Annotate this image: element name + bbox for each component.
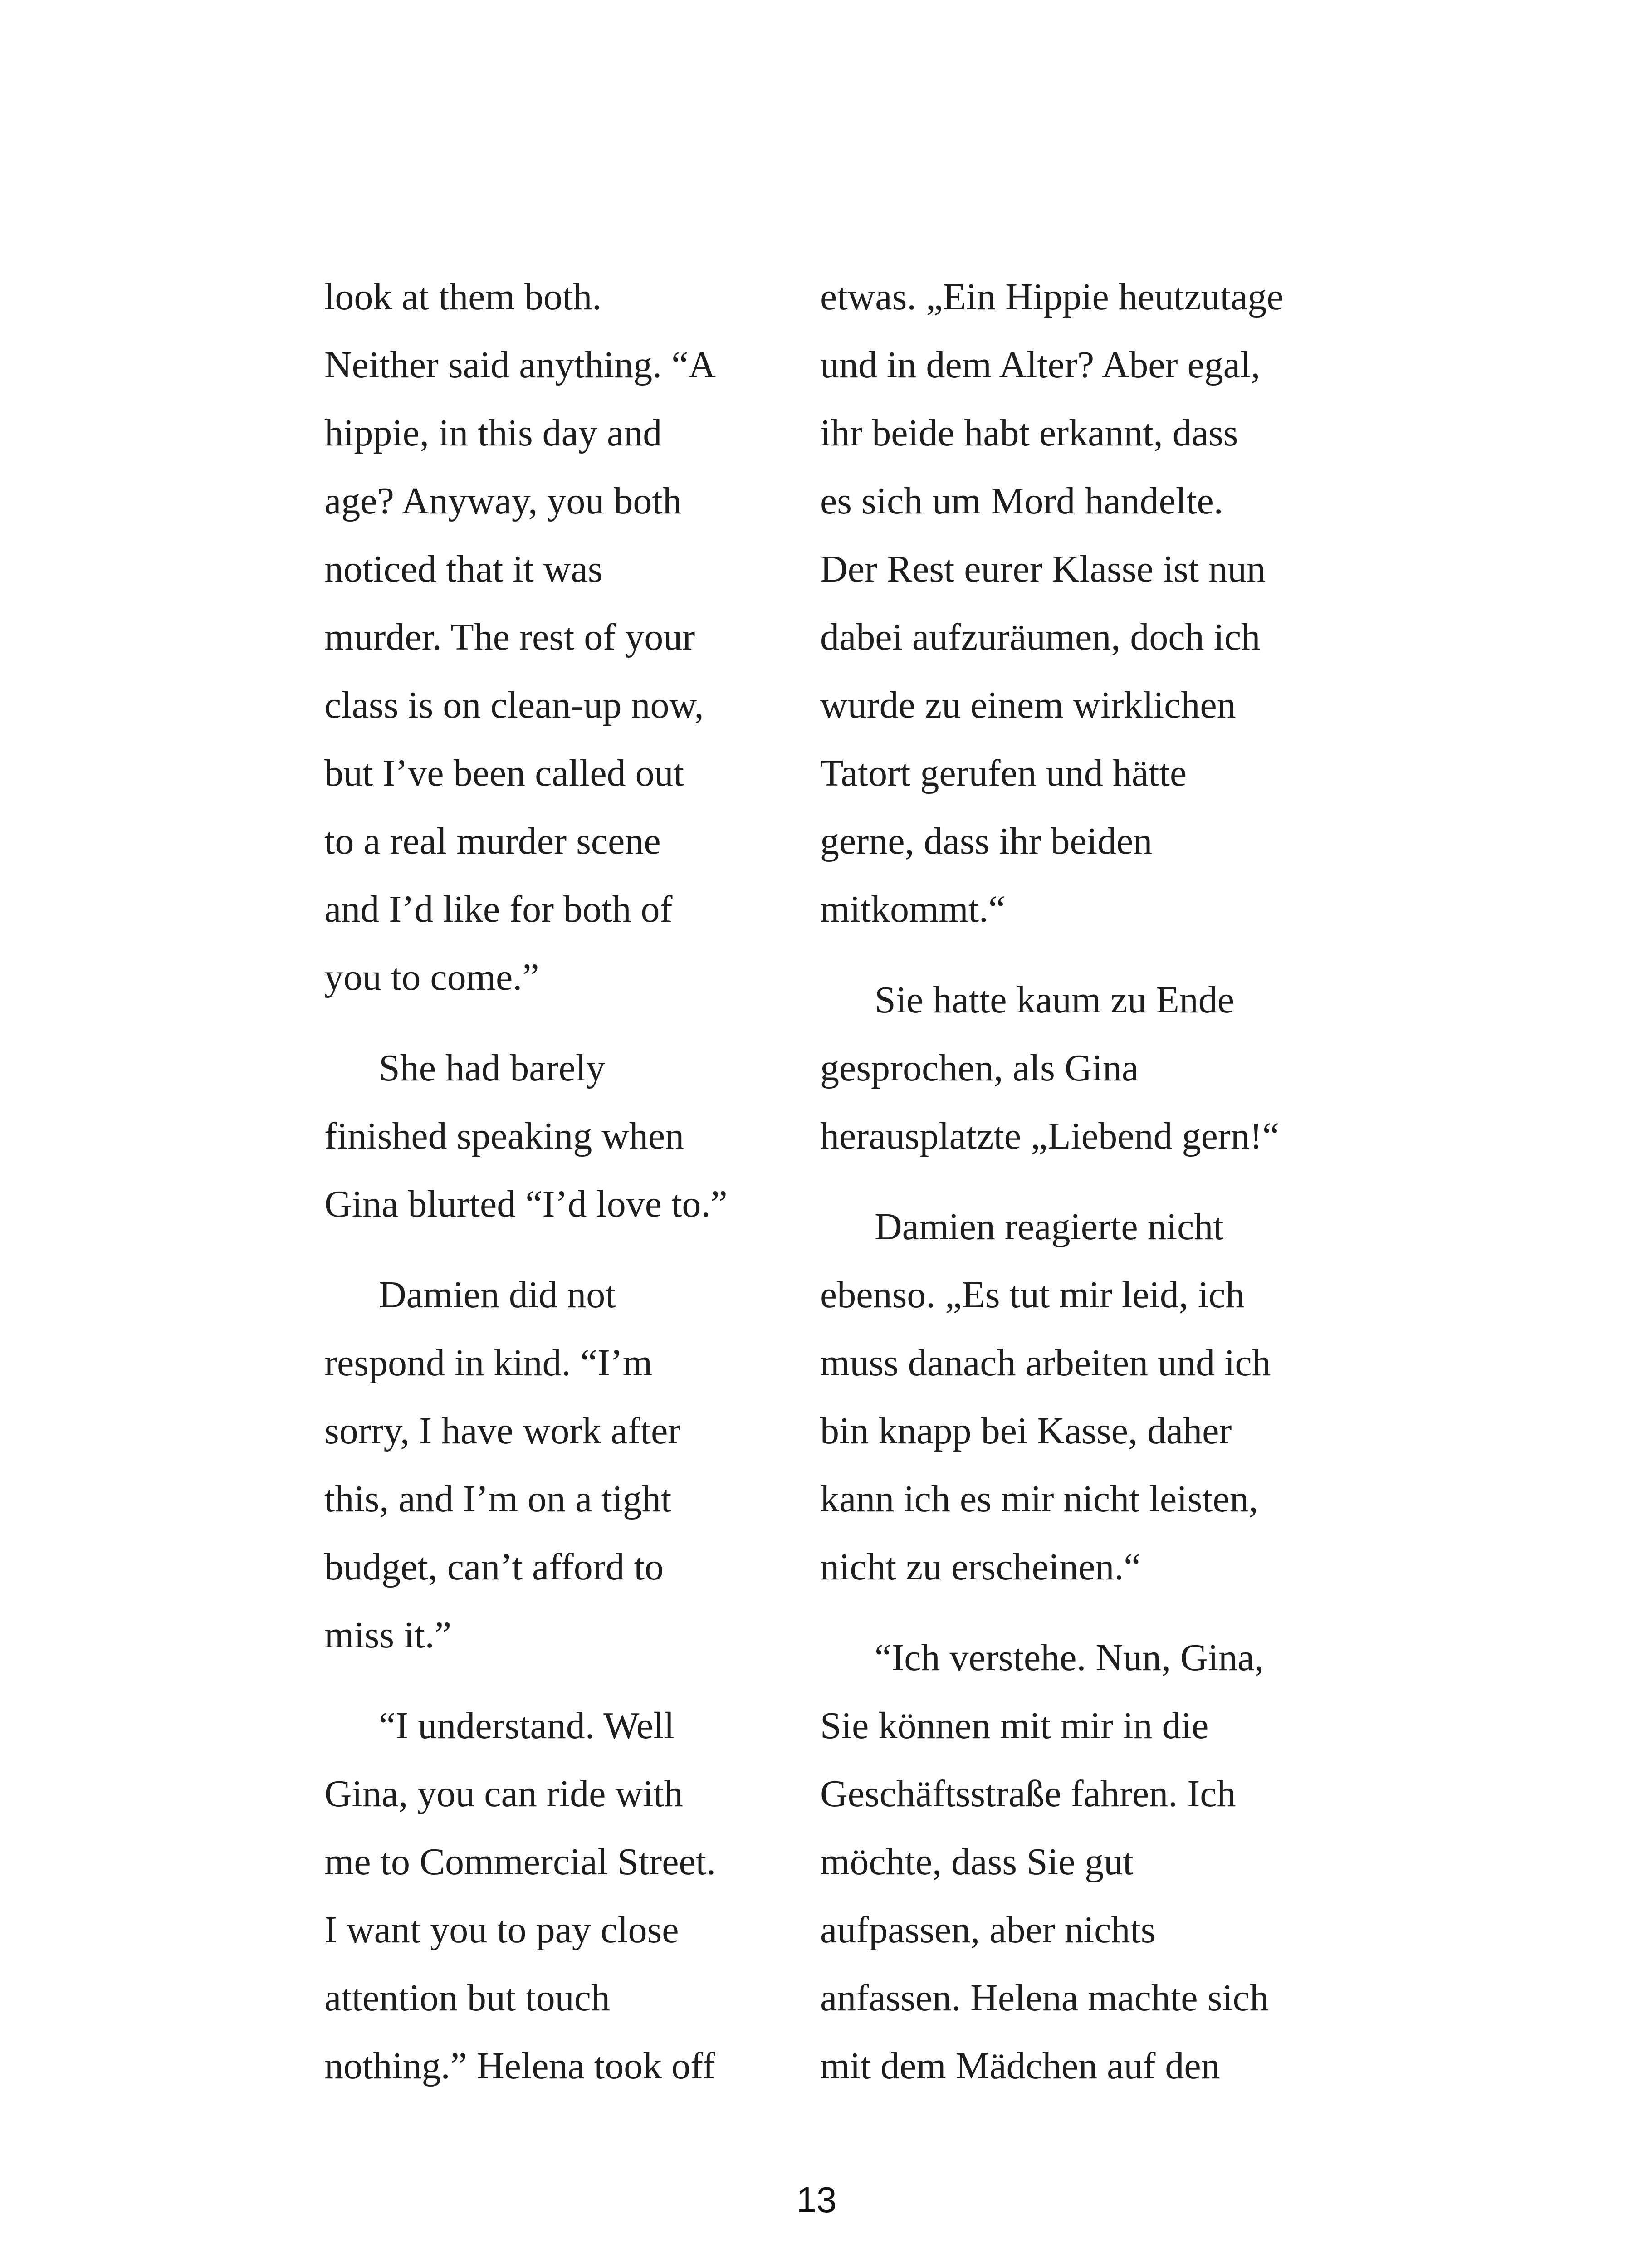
text-line: age? Anyway, you both: [324, 480, 682, 522]
text-line: me to Commercial Street.: [324, 1841, 716, 1883]
text-line: attention but touch: [324, 1977, 610, 2019]
english-text-column: [324, 263, 787, 2123]
text-line: to a real murder scene: [324, 820, 661, 862]
text-line: kann ich es mir nicht leisten,: [820, 1478, 1258, 1520]
paragraph: [324, 263, 787, 1012]
text-line: ihr beide habt erkannt, dass: [820, 412, 1238, 454]
text-line: look at them both.: [324, 276, 602, 318]
text-line: möchte, dass Sie gut: [820, 1841, 1134, 1883]
text-line: murder. The rest of your: [324, 616, 695, 658]
paragraph: [820, 1624, 1283, 2100]
text-line: wurde zu einem wirklichen: [820, 684, 1236, 726]
text-line: nicht zu erscheinen.“: [820, 1546, 1141, 1588]
page-number: 13: [796, 2180, 837, 2220]
text-line: etwas. „Ein Hippie heutzutage: [820, 276, 1284, 318]
text-line: miss it.”: [324, 1614, 452, 1656]
paragraph: [820, 1193, 1283, 1601]
text-line: Sie hatte kaum zu Ende: [875, 979, 1235, 1021]
text-line: Gina, you can ride with: [324, 1773, 683, 1815]
text-line: bin knapp bei Kasse, daher: [820, 1410, 1232, 1452]
text-line: “Ich verstehe. Nun, Gina,: [875, 1637, 1264, 1679]
text-line: “I understand. Well: [379, 1705, 675, 1747]
text-line: nothing.” Helena took off: [324, 2045, 715, 2087]
text-line: anfassen. Helena machte sich: [820, 1977, 1269, 2019]
text-line: She had barely: [379, 1047, 606, 1089]
text-line: mit dem Mädchen auf den: [820, 2045, 1220, 2087]
text-line: finished speaking when: [324, 1115, 684, 1157]
text-line: Damien did not: [379, 1274, 616, 1316]
text-line: sorry, I have work after: [324, 1410, 681, 1452]
text-line: ebenso. „Es tut mir leid, ich: [820, 1274, 1245, 1316]
text-line: you to come.”: [324, 956, 539, 998]
text-line: Geschäftsstraße fahren. Ich: [820, 1773, 1236, 1815]
text-line: Sie können mit mir in die: [820, 1705, 1209, 1747]
text-line: Der Rest eurer Klasse ist nun: [820, 548, 1266, 590]
text-line: gerne, dass ihr beiden: [820, 820, 1153, 862]
paragraph: [324, 1692, 787, 2100]
text-line: dabei aufzuräumen, doch ich: [820, 616, 1261, 658]
paragraph: [820, 263, 1283, 943]
text-line: noticed that it was: [324, 548, 603, 590]
text-line: but I’ve been called out: [324, 752, 684, 794]
text-line: mitkommt.“: [820, 888, 1006, 930]
text-line: Neither said anything. “A: [324, 344, 716, 386]
paragraph: [324, 1034, 787, 1238]
text-line: und in dem Alter? Aber egal,: [820, 344, 1261, 386]
text-line: respond in kind. “I’m: [324, 1342, 653, 1384]
text-line: muss danach arbeiten und ich: [820, 1342, 1271, 1384]
text-line: this, and I’m on a tight: [324, 1478, 672, 1520]
text-line: herausplatzte „Liebend gern!“: [820, 1115, 1280, 1157]
text-line: aufpassen, aber nichts: [820, 1909, 1156, 1951]
paragraph: [324, 1261, 787, 1669]
text-line: and I’d like for both of: [324, 888, 673, 930]
text-line: Damien reagierte nicht: [875, 1206, 1224, 1248]
text-line: es sich um Mord handelte.: [820, 480, 1223, 522]
text-line: budget, can’t afford to: [324, 1546, 664, 1588]
text-line: Tatort gerufen und hätte: [820, 752, 1187, 794]
text-line: gesprochen, als Gina: [820, 1047, 1139, 1089]
text-line: Gina blurted “I’d love to.”: [324, 1183, 728, 1225]
paragraph: [820, 966, 1283, 1170]
german-text-column: [820, 263, 1283, 2123]
text-line: hippie, in this day and: [324, 412, 662, 454]
text-line: I want you to pay close: [324, 1909, 679, 1951]
text-line: class is on clean-up now,: [324, 684, 704, 726]
